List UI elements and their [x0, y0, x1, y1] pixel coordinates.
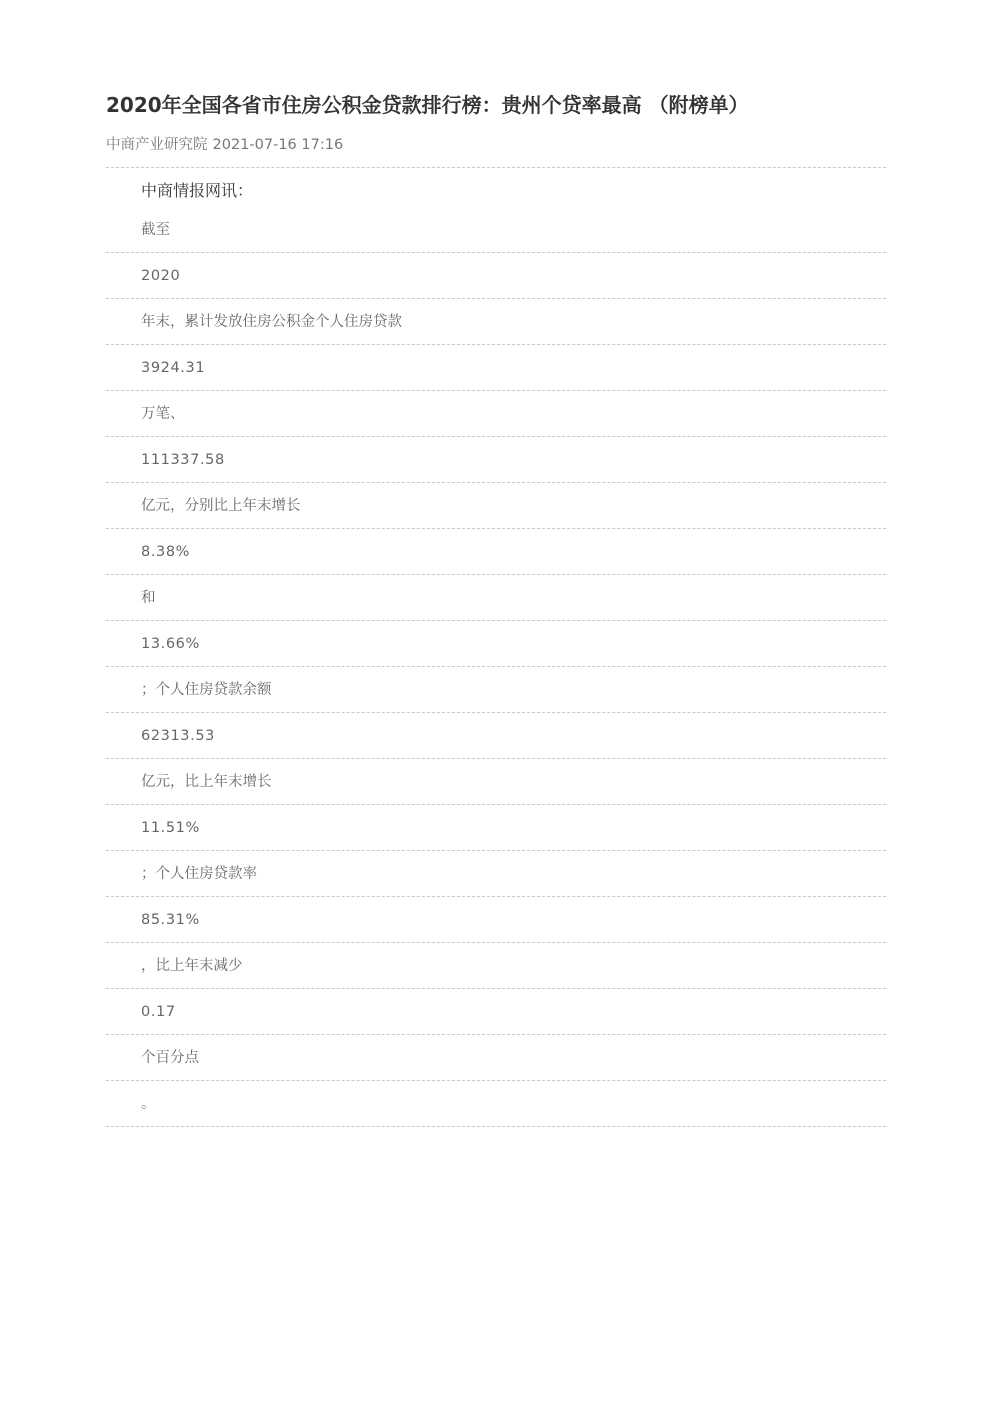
article-source: 中商产业研究院: [106, 137, 208, 153]
article-body: [106, 252, 886, 1127]
article-datetime: 2021-07-16 17:16: [212, 137, 344, 153]
body-row: [106, 897, 886, 943]
body-row: [106, 1035, 886, 1081]
body-row: [106, 437, 886, 483]
body-row: [106, 391, 886, 437]
body-row: [106, 345, 886, 391]
body-row: [106, 943, 886, 989]
article-title: 2020年全国各省市住房公积金贷款排行榜：贵州个贷率最高 （附榜单）: [106, 93, 749, 117]
body-row: [106, 805, 886, 851]
body-text: 。: [141, 1096, 156, 1112]
body-text: 亿元，比上年末增长: [141, 774, 272, 790]
article-first-line: 截至: [141, 222, 170, 238]
body-text: 111337.58: [141, 452, 225, 468]
body-text: ；个人住房贷款余额: [141, 682, 272, 698]
body-text: 个百分点: [141, 1050, 199, 1066]
body-row: [106, 759, 886, 805]
body-text: 13.66%: [141, 636, 200, 652]
body-row: [106, 575, 886, 621]
body-row: [106, 851, 886, 897]
body-row: [106, 529, 886, 575]
body-row: [106, 621, 886, 667]
body-text: 8.38%: [141, 544, 191, 560]
body-text: ，比上年末减少: [141, 958, 243, 974]
body-text: 3924.31: [141, 360, 206, 376]
body-text: 11.51%: [141, 820, 200, 836]
body-row: [106, 299, 886, 345]
body-text: 85.31%: [141, 912, 200, 928]
body-row: [106, 989, 886, 1035]
body-row: [106, 253, 886, 299]
body-row: [106, 1081, 886, 1127]
body-text: 0.17: [141, 1004, 176, 1020]
body-text: 和: [141, 590, 156, 606]
body-row: [106, 667, 886, 713]
body-text: 年末，累计发放住房公积金个人住房贷款: [141, 314, 402, 330]
divider: [106, 167, 886, 168]
body-text: ；个人住房贷款率: [141, 866, 257, 882]
body-text: 万笔、: [141, 406, 185, 422]
body-text: 亿元，分别比上年末增长: [141, 498, 301, 514]
body-text: 2020: [141, 268, 181, 284]
body-row: [106, 713, 886, 759]
body-text: 62313.53: [141, 728, 215, 744]
article-meta: [106, 134, 343, 156]
article-intro: 中商情报网讯：: [141, 181, 254, 200]
body-row: [106, 483, 886, 529]
